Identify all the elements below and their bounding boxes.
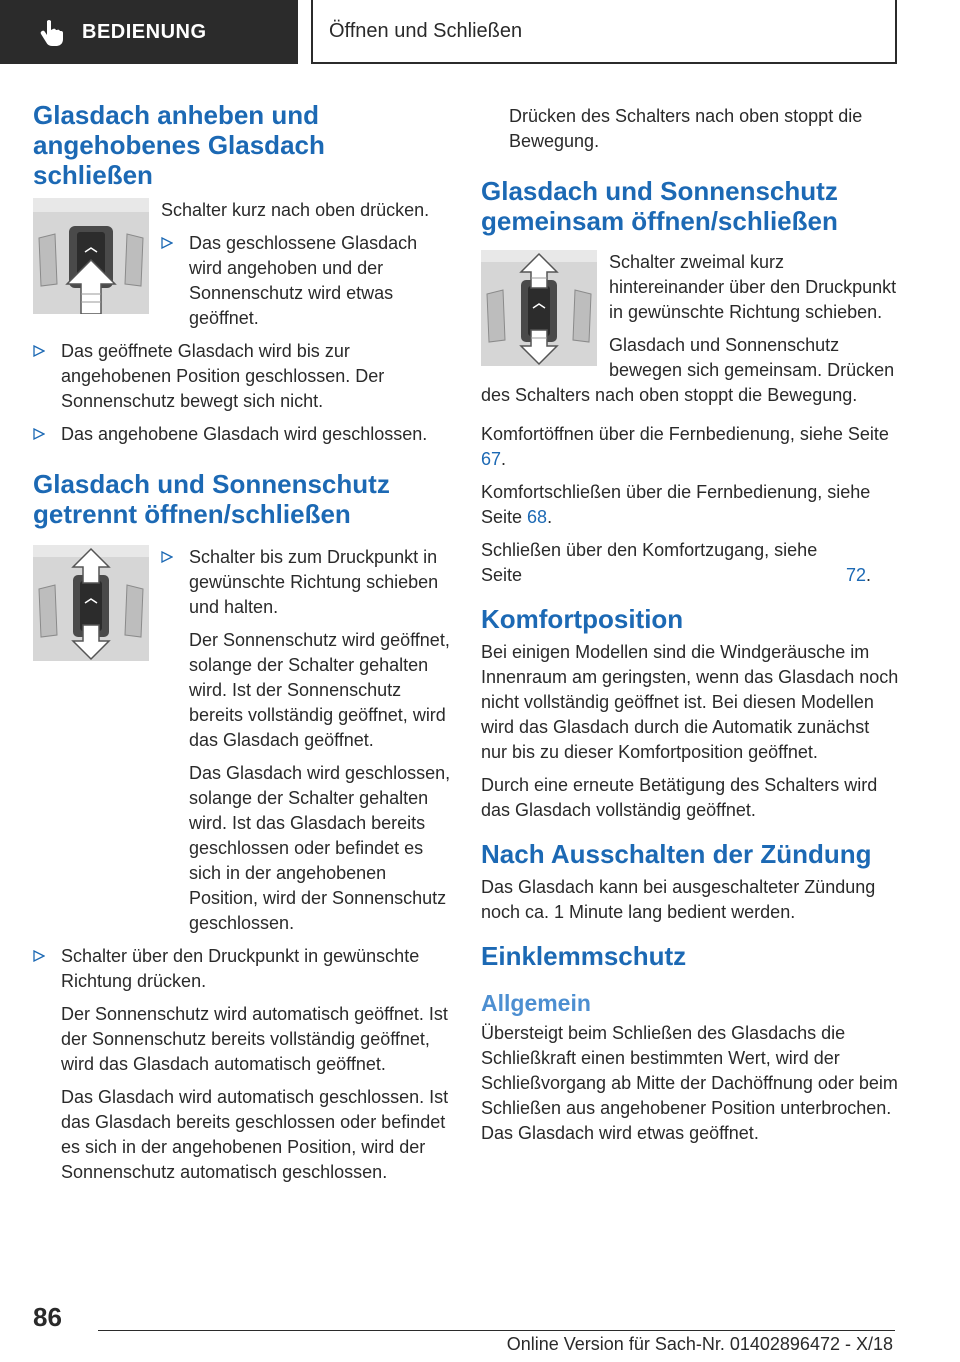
stop-movement-text: Drücken des Schalters nach oben stoppt die Bewegung.: [509, 106, 863, 151]
heading-gemeinsam: Glasdach und Sonnenschutz gemeinsam öffnen/schließen: [481, 176, 838, 236]
chapter-title: Öffnen und Schließen: [329, 19, 523, 42]
komfort-text-1: Bei einigen Modellen sind die Windgeräusche im Innenraum am geringsten, wenn das Glasdach noch nicht vollständig geöffnet ist. Bei diesen Modellen wird das Glasdach durch die Automatik zunächst nur bis zu dieser Komfortposition geöffnet.: [481, 642, 899, 762]
triangle-bullet-icon: [33, 950, 45, 962]
triangle-bullet-icon: [33, 345, 45, 357]
online-version-note: Online Version für Sach-Nr. 01402896472 - X/18: [506, 1334, 893, 1354]
zuendung-text: Das Glasdach kann bei ausgeschalteter Zündung noch ca. 1 Minute lang bedient werden.: [481, 877, 876, 922]
hand-touch-icon: [36, 17, 66, 47]
list-item: Das geöffnete Glasdach wird bis zur angehobenen Position geschlossen. Der Sonnenschutz bewegt sich nicht.: [33, 339, 453, 414]
gemeinsam-text-1: Schalter zweimal kurz hintereinander über den Druckpunkt in gewünschte Richtung schieben.: [609, 252, 897, 322]
left-column: [33, 100, 453, 1193]
footer-divider: [98, 1330, 895, 1331]
getrennt-b1-detail-2: Das Glasdach wird geschlossen, solange der Schalter gehalten wird. Ist das Glasdach bereits geschlossen oder befindet es sich in der angehobenen Position, wird der Sonnenschutz geschlossen.: [189, 763, 451, 933]
getrennt-b2-detail-1: Der Sonnenschutz wird automatisch geöffnet. Ist der Sonnenschutz bereits vollständig geöffnet, wird das Glasdach automatisch geöffnet.: [61, 1004, 448, 1074]
section-tab: [0, 0, 298, 64]
list-item: Das angehobene Glasdach wird geschlossen.: [33, 422, 453, 447]
heading-glasdach-anheben: Glasdach anheben und angehobenes Glasdach schließen: [33, 100, 325, 190]
page-header: [0, 0, 960, 66]
anheben-intro: Schalter kurz nach oben drücken.: [161, 200, 430, 220]
section-label: BEDIENUNG: [82, 20, 207, 43]
figure-row-getrennt: [33, 545, 453, 944]
getrennt-b1-detail-1: Der Sonnenschutz wird geöffnet, solange der Schalter gehalten wird. Ist der Sonnenschutz bereits vollständig geöffnet, wird das Glasdach geöffnet.: [189, 630, 450, 750]
right-column: [481, 104, 899, 1154]
switch-double-slide-illustration: [481, 250, 597, 366]
switch-push-up-illustration: [33, 198, 149, 314]
page-link-67[interactable]: 67: [481, 449, 502, 469]
page-link-72[interactable]: 72: [846, 565, 867, 585]
heading-getrennt: Glasdach und Sonnenschutz getrennt öffnen/schließen: [33, 469, 390, 529]
figure-row-gemeinsam: [481, 250, 899, 422]
switch-slide-up-down-illustration: [33, 545, 149, 661]
ref-komfortoeffnen: Komfortöffnen über die Fernbedienung, siehe Seite 67.: [481, 424, 889, 469]
triangle-bullet-icon: [161, 237, 173, 249]
allgemein-text: Übersteigt beim Schließen des Glasdachs die Schließkraft einen bestimmten Wert, wird der Schließvorgang ab Mitte der Dachöffnung oder beim Schließen aus angehobener Position unterbrochen. Das Glasdach wird etwas geöffnet.: [481, 1023, 898, 1143]
list-item: Das geschlossene Glasdach wird angehoben und der Sonnenschutz wird etwas geöffnet.: [161, 231, 453, 331]
heading-einklemmschutz: Einklemmschutz: [481, 941, 687, 971]
ref-komfortschliessen: Komfortschließen über die Fernbedienung, siehe Seite 68.: [481, 482, 871, 527]
page-number: 86: [33, 1302, 62, 1332]
triangle-bullet-icon: [161, 551, 173, 563]
gemeinsam-text-2: Glasdach und Sonnenschutz bewegen sich gemeinsam. Drücken des Schalters nach oben stoppt die Bewegung.: [481, 335, 895, 405]
chapter-tab: [311, 0, 897, 64]
getrennt-b2-detail-2: Das Glasdach wird automatisch geschlossen. Ist das Glasdach bereits geschlossen oder befindet es sich in der angehobenen Position, wird der Sonnenschutz automatisch geschlossen.: [61, 1087, 449, 1182]
heading-zuendung: Nach Ausschalten der Zündung: [481, 839, 872, 869]
triangle-bullet-icon: [33, 428, 45, 440]
komfort-text-2: Durch eine erneute Betätigung des Schalters wird das Glasdach vollständig geöffnet.: [481, 775, 878, 820]
page-link-68[interactable]: 68: [527, 507, 548, 527]
ref-komfortzugang: Schließen über den Komfortzugang, siehe Seite 72.: [481, 540, 872, 585]
list-item: Schalter über den Druckpunkt in gewünschte Richtung drücken.: [33, 944, 453, 994]
heading-allgemein: Allgemein: [481, 990, 591, 1016]
heading-komfortposition: Komfortposition: [481, 604, 684, 634]
list-item: Schalter bis zum Druckpunkt in gewünschte Richtung schieben und halten.: [161, 545, 453, 620]
figure-row-anheben: [33, 198, 453, 339]
